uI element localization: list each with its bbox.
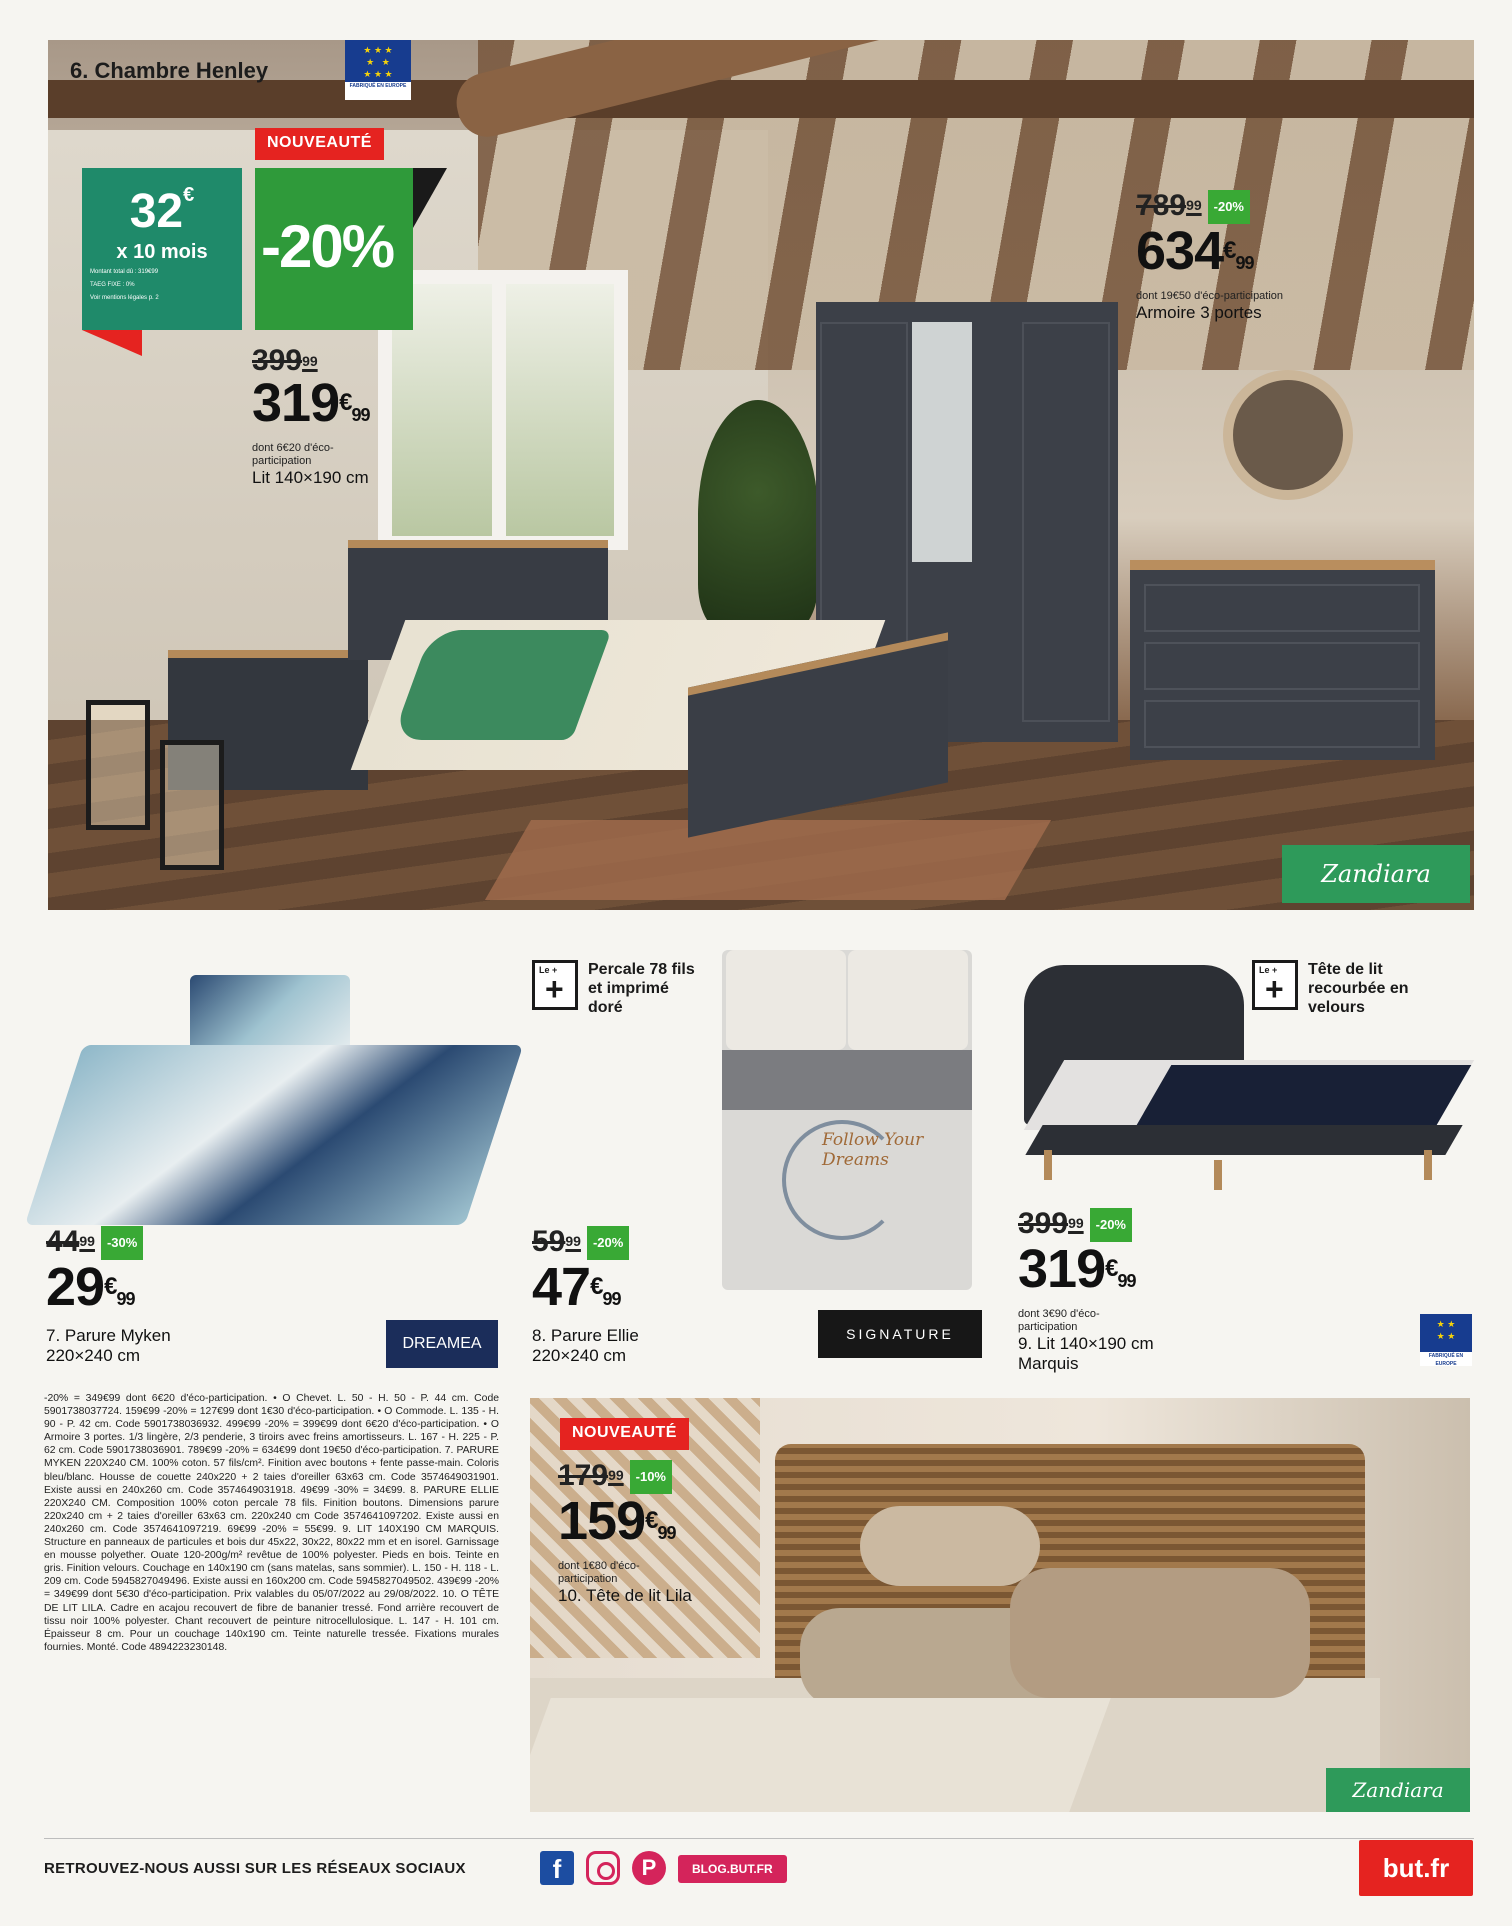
product-name: 8. Parure Ellie xyxy=(532,1326,639,1345)
round-mirror xyxy=(1223,370,1353,500)
armoire-price xyxy=(1136,190,1296,323)
lantern-icon xyxy=(160,740,224,870)
dresser-image xyxy=(1130,560,1435,760)
eco-participation: dont 1€80 d'éco-participation xyxy=(558,1560,640,1585)
bed-leg xyxy=(1424,1150,1432,1180)
bed-throw xyxy=(530,1698,1111,1812)
eco-participation: dont 19€50 d'éco-participation xyxy=(1136,290,1284,302)
eu-flag-icon xyxy=(345,40,411,100)
old-price xyxy=(46,1226,171,1260)
new-price-int: 47 xyxy=(532,1257,591,1317)
product-name: Lit 140×190 cm xyxy=(252,468,369,487)
new-price xyxy=(1018,1239,1158,1308)
old-price-int: 399 xyxy=(252,344,303,377)
ellie-callout xyxy=(532,960,698,1017)
brand-logo-signature: SIGNATURE xyxy=(818,1310,982,1358)
nouveaute-badge: NOUVEAUTÉ xyxy=(560,1418,689,1450)
pillow-image xyxy=(848,950,968,1050)
new-price xyxy=(1136,221,1296,290)
instagram-icon[interactable] xyxy=(586,1851,620,1885)
new-price-cents: 99 xyxy=(657,1523,676,1543)
promo-badge xyxy=(255,168,413,330)
old-price xyxy=(252,346,392,376)
new-price-currency: € xyxy=(339,389,352,416)
eco-participation: dont 6€20 d'éco-participation xyxy=(252,442,334,467)
old-price-int: 789 xyxy=(1136,188,1187,222)
new-price-int: 319 xyxy=(1018,1239,1106,1299)
old-price xyxy=(1018,1208,1158,1242)
brand-logo-zandiara: Zandiara xyxy=(1282,845,1470,903)
new-price-int: 159 xyxy=(558,1491,646,1551)
old-price xyxy=(1136,190,1296,224)
plus-glyph: + xyxy=(545,971,564,1007)
new-price-cents: 99 xyxy=(116,1289,135,1309)
lantern-icon xyxy=(86,700,150,830)
le-plus-icon xyxy=(532,960,578,1010)
new-price-cents: 99 xyxy=(1235,253,1254,273)
new-price-currency: € xyxy=(645,1507,658,1534)
myken-bedding-image xyxy=(25,1045,523,1225)
new-price-currency: € xyxy=(1105,1255,1118,1282)
marquis-price xyxy=(1018,1208,1158,1374)
old-price-cents: 99 xyxy=(1186,197,1202,213)
new-price xyxy=(46,1257,171,1326)
bed-leg xyxy=(1044,1150,1052,1180)
eu-badge-label: FABRIQUÉ EN EUROPE xyxy=(1420,1352,1472,1366)
new-price-currency: € xyxy=(1223,237,1236,264)
credit-offer xyxy=(82,168,242,330)
product-name: Armoire 3 portes xyxy=(1136,303,1262,322)
old-price-cents: 99 xyxy=(79,1233,95,1249)
brand-logo-dreamea: DREAMEA xyxy=(386,1320,498,1368)
but-logo[interactable]: but.fr xyxy=(1359,1840,1473,1896)
old-price-cents: 99 xyxy=(1068,1215,1084,1231)
callout-text: Percale 78 fils et imprimé doré xyxy=(588,961,695,1016)
discount-tag: -30% xyxy=(101,1226,143,1260)
promo-corner xyxy=(413,168,447,228)
new-price xyxy=(252,373,392,442)
drawer xyxy=(1144,584,1420,632)
wardrobe-mirror xyxy=(912,322,972,562)
le-plus-label: Le + xyxy=(1259,965,1278,975)
window xyxy=(378,270,628,550)
plant xyxy=(698,400,818,630)
credit-months: x 10 mois xyxy=(116,241,208,263)
new-price-int: 319 xyxy=(252,373,340,433)
new-price xyxy=(558,1491,692,1560)
drawer xyxy=(1144,642,1420,690)
product-size: 220×240 cm xyxy=(46,1346,141,1365)
new-price xyxy=(532,1257,639,1326)
new-price-currency: € xyxy=(590,1273,603,1300)
duvet-band xyxy=(722,1050,972,1110)
bed-leg xyxy=(1214,1160,1222,1190)
eco-participation: dont 3€90 d'éco-participation xyxy=(1018,1308,1100,1333)
discount-tag: -20% xyxy=(587,1226,629,1260)
nouveaute-badge: NOUVEAUTÉ xyxy=(255,128,384,160)
pillow-image xyxy=(1010,1568,1310,1698)
new-price-cents: 99 xyxy=(1117,1271,1136,1291)
credit-line1: Montant total dû : 319€99 xyxy=(90,269,159,275)
drawer xyxy=(1144,700,1420,748)
green-throw xyxy=(392,630,612,740)
new-price-cents: 99 xyxy=(602,1289,621,1309)
marquis-bed-image xyxy=(1024,965,1474,1175)
credit-flag xyxy=(82,330,142,356)
new-price-cents: 99 xyxy=(351,405,370,425)
pillow-image xyxy=(726,950,846,1050)
wardrobe-door xyxy=(1022,322,1110,722)
old-price-cents: 99 xyxy=(302,353,318,369)
old-price-int: 59 xyxy=(532,1224,566,1258)
eu-stars: ★ ★ ★ ★ xyxy=(1436,1319,1456,1341)
credit-line3: Voir mentions légales p. 2 xyxy=(90,295,159,301)
ellie-bedding-image xyxy=(722,950,972,1290)
credit-amount-value: 32 xyxy=(129,185,184,238)
blog-link[interactable]: BLOG.BUT.FR xyxy=(678,1855,787,1883)
new-price-currency: € xyxy=(104,1273,117,1300)
promo-percent: -20% xyxy=(261,213,394,280)
bed-frame xyxy=(1025,1125,1462,1155)
legal-text: -20% = 349€99 dont 6€20 d'éco-participation. • O Chevet. L. 50 - H. 50 - P. 44 cm. Code 5901738037724. 159€99 -20% = 127€99 dont 1€30 d'éco-participation. • O Commode. L. 135 - H. 90 - P. 42 cm. Code 5901738036932. 499€99 -20% = 399€99 dont 6€20 d'éco-participation. • O Armoire 3 portes. 1/3 lingère, 2/3 penderie, 3 tiroirs avec freins amortisseurs. L. 167 - H. 225 - P. 62 cm. Code 5901738036901. 789€99 -20% = 634€99 dont 19€50 d'éco-participation. 7. PARURE MYKEN 220X240 CM. 100% coton. 57 fils/cm². Finition avec boutons + fente passe-main. Coloris bleu/blanc. Housse de couette 240x220 + 2 taies d'oreiller 63x63 cm. Code 3574649031901. Existe aussi en 240x260 cm. Code 3574649031918. 49€99 -30% = 34€99. 8. PARURE ELLIE 220X240 CM. Composition 100% coton percale 78 fils. Finition boutons. Dimensions parure 220x240 cm + 2 taies d'oreiller 63x63 cm. 220x240 cm Code 3574641097202. Existe aussi en 240x260 cm. Code 3574641097219. 69€99 -20% = 55€99. 9. LIT 140X190 CM MARQUIS. Structure en panneaux de particules et bois dur 45x22, 30x22, 80x22 mm et en isorel. Garnissage en mousse polyether. Ouate 120-200g/m² revêtue de 100% polyester. Pieds en bois. Teinte en gris. Finition velours. Couchage en 140x190 cm (sans matelas, sans sommier). L. 150 - H. 118 - L. 209 cm. Code 5945827049496. Existe aussi en 160x200 cm. Code 5945827049502. 439€99 -20% = 349€99 dont 5€30 d'éco-participation. Prix valables du 05/07/2022 au 29/08/2022. 10. O TÊTE DE LIT LILA. Cadre en acajou recouvert de fibre de bananier tressé. Fond arrière recouvert de tissu noir 100% polyester. Chant recouvert de peinture nitrocellulosique. L. 147 - H. 101 cm. Épaisseur 8 cm. Pour un couchage 140x190 cm. Teinte naturelle tressée. Fixations murales fournies. Monté. Code 4894223230148. xyxy=(44,1393,499,1653)
facebook-icon[interactable]: f xyxy=(540,1851,574,1885)
product-name: 10. Tête de lit Lila xyxy=(558,1586,692,1605)
discount-tag: -20% xyxy=(1090,1208,1132,1242)
brand-logo-zandiara: Zandiara xyxy=(1326,1768,1470,1812)
bed-throw xyxy=(1137,1065,1472,1125)
le-plus-label: Le + xyxy=(539,965,558,975)
credit-line2: TAEG FIXE : 0% xyxy=(90,282,135,288)
product-name: 9. Lit 140×190 cm xyxy=(1018,1334,1154,1353)
new-price-int: 29 xyxy=(46,1257,105,1317)
old-price-int: 179 xyxy=(558,1458,609,1492)
eu-badge-label: FABRIQUÉ EN EUROPE xyxy=(345,82,411,100)
old-price-int: 44 xyxy=(46,1224,80,1258)
eu-flag-icon xyxy=(1420,1314,1472,1366)
pillow-image xyxy=(860,1506,1040,1586)
product-variant: Marquis xyxy=(1018,1354,1079,1373)
ellie-price xyxy=(532,1226,639,1366)
discount-tag: -10% xyxy=(630,1460,672,1494)
print-text: Follow Your Dreams xyxy=(822,1130,924,1170)
beam xyxy=(48,80,1474,118)
rug xyxy=(485,820,1051,900)
old-price-cents: 99 xyxy=(565,1233,581,1249)
old-price xyxy=(532,1226,639,1260)
discount-tag: -20% xyxy=(1208,190,1250,224)
credit-currency: € xyxy=(183,184,195,206)
lila-price xyxy=(558,1460,692,1606)
section-title: 6. Chambre Henley xyxy=(70,58,269,83)
social-caption: RETROUVEZ-NOUS AUSSI SUR LES RÉSEAUX SOCIAUX xyxy=(44,1860,466,1877)
footer-divider xyxy=(44,1838,1474,1839)
plus-glyph: + xyxy=(1265,971,1284,1007)
new-price-int: 634 xyxy=(1136,221,1224,281)
pinterest-icon[interactable]: P xyxy=(632,1851,666,1885)
old-price xyxy=(558,1460,692,1494)
pillow-image xyxy=(190,975,350,1055)
product-name: 7. Parure Myken xyxy=(46,1326,171,1345)
product-size: 220×240 cm xyxy=(532,1346,627,1365)
eu-stars: ★ ★ ★ ★ ★ ★ ★ ★ xyxy=(363,45,393,79)
old-price-int: 399 xyxy=(1018,1206,1069,1240)
old-price-cents: 99 xyxy=(608,1467,624,1483)
callout-text: Tête de lit recourbée en velours xyxy=(1308,961,1409,1016)
myken-price xyxy=(46,1226,171,1366)
credit-amount xyxy=(82,184,242,239)
bed-price xyxy=(252,346,392,488)
